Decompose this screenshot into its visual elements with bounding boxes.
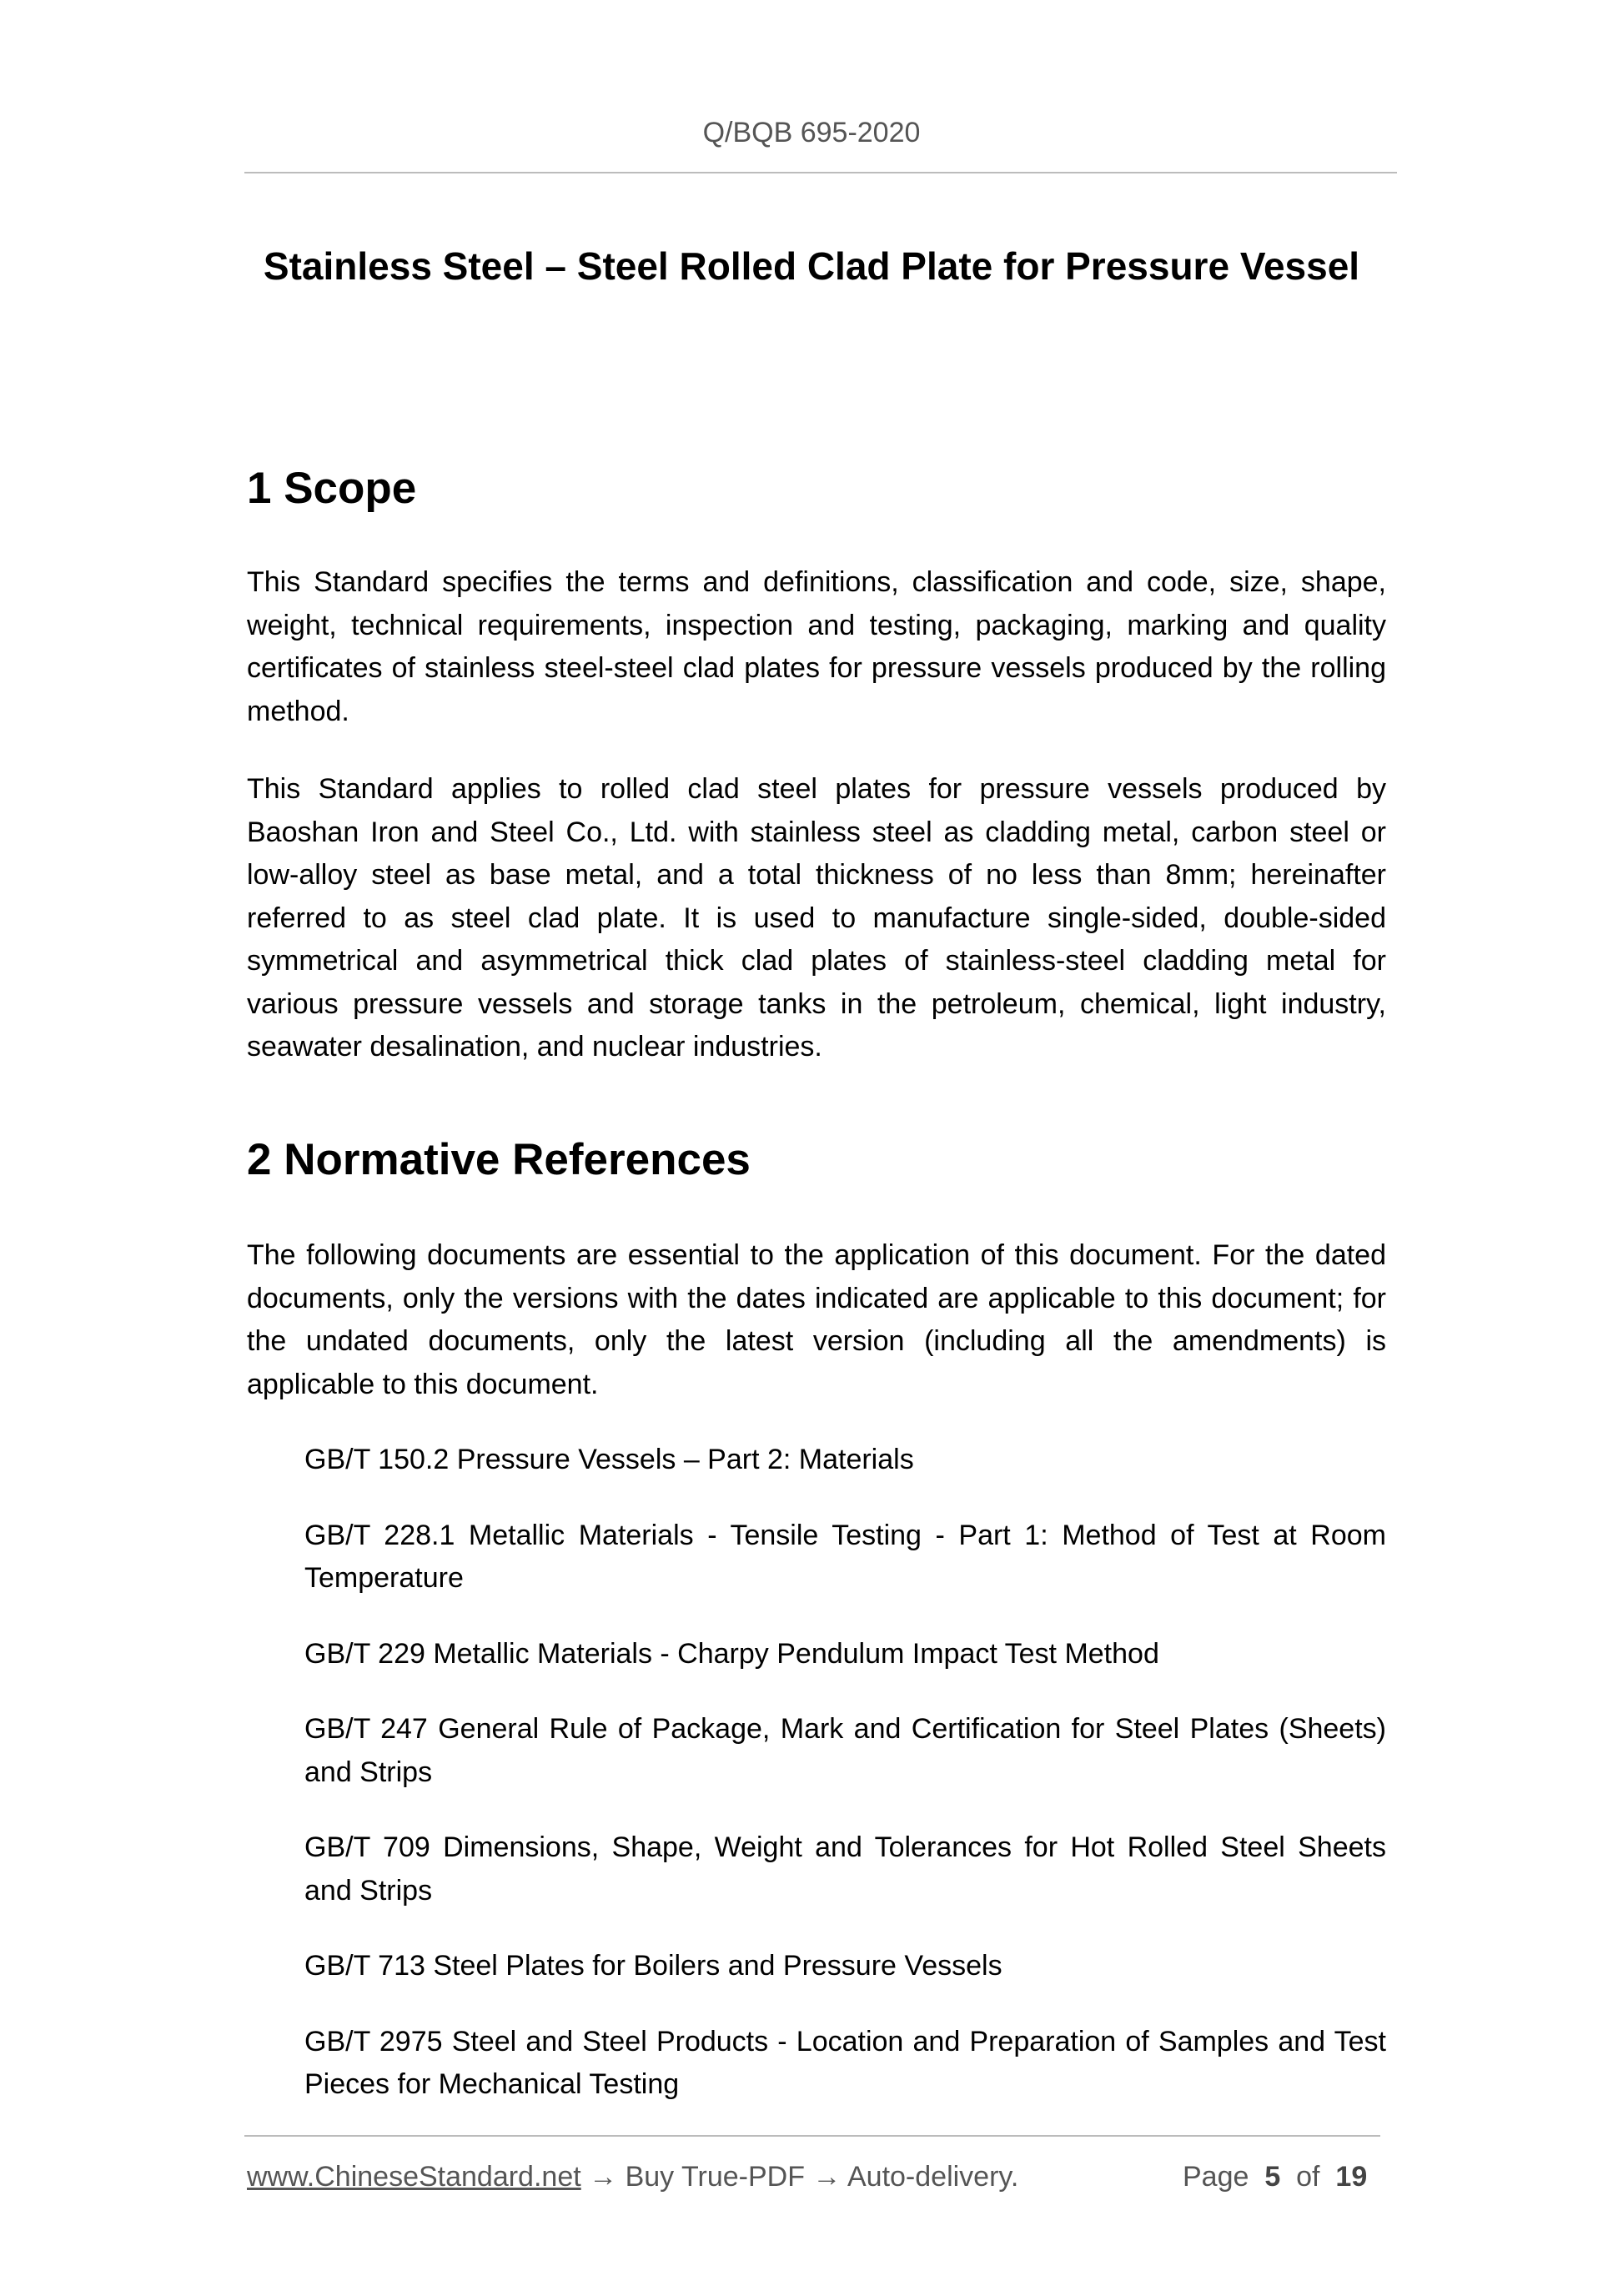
reference-item: GB/T 713 Steel Plates for Boilers and Pressure Vessels (304, 1950, 1002, 1982)
reference-item: GB/T 150.2 Pressure Vessels – Part 2: Materials (304, 1444, 914, 1475)
reference-list (304, 1439, 1386, 2139)
reference-item: GB/T 2975 Steel and Steel Products - Location and Preparation of Samples and Test Pieces for Mechanical Testing (304, 2025, 1386, 2100)
reference-item: GB/T 228.1 Metallic Materials - Tensile Testing - Part 1: Method of Test at Room Temperature (304, 1519, 1386, 1594)
section-1-heading: 1 Scope (247, 464, 417, 513)
reference-item: GB/T 709 Dimensions, Shape, Weight and Tolerances for Hot Rolled Steel Sheets and Strips (304, 1831, 1386, 1907)
document-title: Stainless Steel – Steel Rolled Clad Plate for Pressure Vessel (263, 244, 1360, 288)
scope-paragraph-2: This Standard applies to rolled clad steel plates for pressure vessels produced by Baoshan Iron and Steel Co., Ltd. with stainless steel as cladding metal, carbon steel or low-alloy steel as base metal, and a total thickness of no less than 8mm; hereinafter referred to as steel clad plate. It is used to manufacture single-sided, double-sided symmetrical and asymmetrical thick clad plates of stainless-steel cladding metal for various pressure vessels and storage tanks in the petroleum, chemical, light industry, seawater desalination, and nuclear industries. (247, 773, 1386, 1063)
header-doc-code: Q/BQB 695-2020 (702, 117, 921, 148)
header-divider (244, 172, 1397, 173)
website-link[interactable]: www.ChineseStandard.net (247, 2161, 581, 2193)
footer-promo (247, 2161, 1018, 2193)
footer-divider (244, 2135, 1380, 2137)
footer-tagline: → Buy True-PDF → Auto-delivery. (580, 2161, 1019, 2193)
scope-paragraph-1: This Standard specifies the terms and definitions, classification and code, size, shape, weight, technical requirements, inspection and testing, packaging, marking and quality certificates of stainless steel-steel clad plates for pressure vessels produced by the rolling method. (247, 566, 1386, 727)
reference-item: GB/T 247 General Rule of Package, Mark and Certification for Steel Plates (Sheets) and Strips (304, 1713, 1386, 1788)
reference-item: GB/T 229 Metallic Materials - Charpy Pendulum Impact Test Method (304, 1637, 1159, 1670)
references-intro: The following documents are essential to the application of this document. For the dated documents, only the versions with the dates indicated are applicable to this document; for the undated documents, only the latest version (including all the amendments) is applicable to this document. (247, 1239, 1386, 1400)
total-pages: 19 (1335, 2161, 1368, 2193)
page-label: Page (1183, 2161, 1249, 2193)
section-2-heading: 2 Normative References (247, 1135, 751, 1184)
page-of-label: of (1296, 2161, 1320, 2193)
current-page: 5 (1264, 2161, 1281, 2193)
page-number (1183, 2161, 1367, 2193)
